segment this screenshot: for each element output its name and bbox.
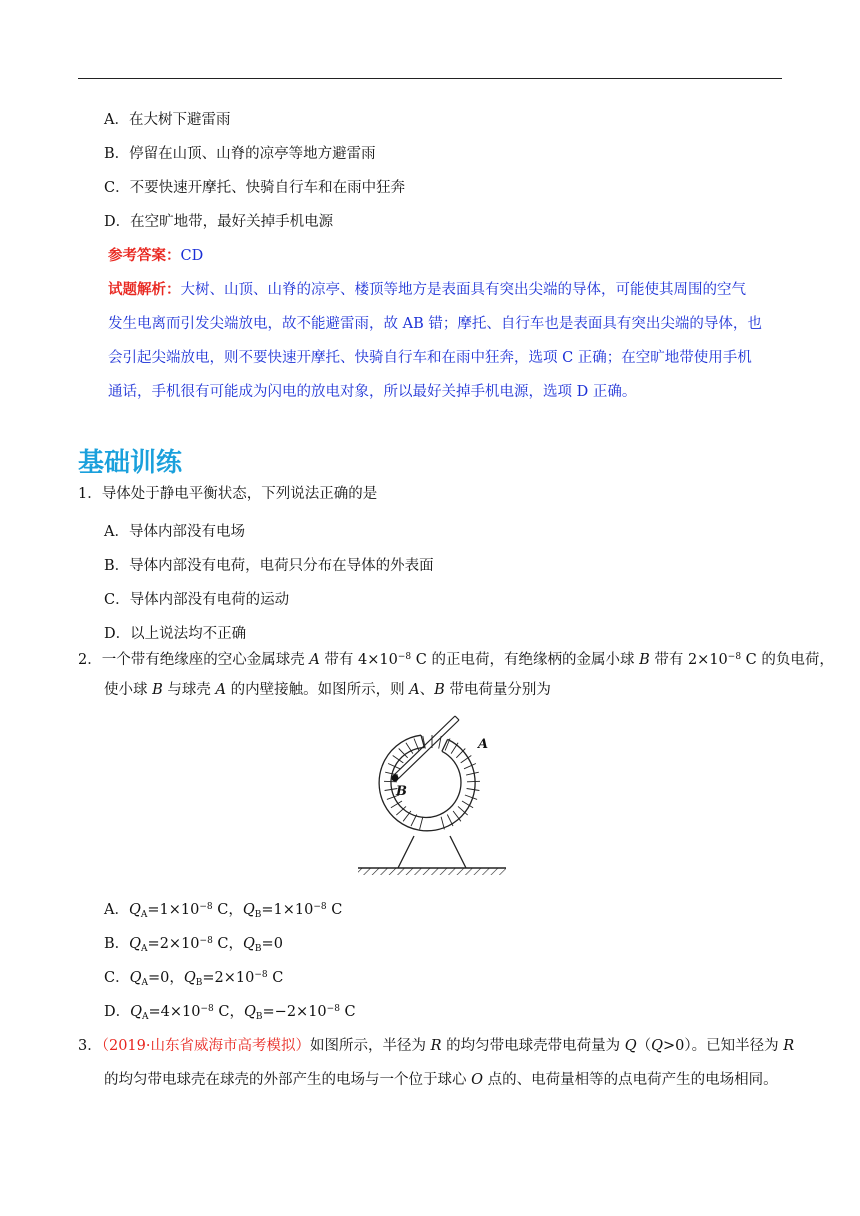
analysis-line-2: 发生电离而引发尖端放电，故不能避雷雨，故 AB 错；摩托、自行车也是表面具有突出尖端的导体，也 — [108, 316, 762, 332]
q2-stem-line-2: 使小球 B 与球壳 A 的内壁接触。如图所示，则 A、B 带电荷量分别为 — [104, 682, 551, 698]
answer-value: CD — [180, 248, 204, 264]
prev-option-c: C．不要快速开摩托、快骑自行车和在雨中狂奔 — [104, 180, 406, 196]
q3-line-2: 的均匀带电球壳在球壳的外部产生的电场与一个位于球心 O 点的、电荷量相等的点电荷产生的电场相同。 — [104, 1072, 778, 1088]
answer-line — [108, 246, 203, 266]
metal-shell — [379, 735, 480, 831]
section-title: 基础训练 — [78, 448, 183, 478]
label-b: B — [396, 784, 407, 799]
q1-option-a: A．导体内部没有电场 — [104, 524, 245, 540]
insulated-handle — [394, 716, 459, 779]
prev-option-b: B．停留在山顶、山脊的凉亭等地方避雷雨 — [104, 146, 376, 162]
q3-line-1: 3．（2019·山东省威海市高考模拟）如图所示，半径为 R 的均匀带电球壳带电荷量为 Q（Q>0）。已知半径为 R — [78, 1038, 795, 1054]
q1-option-d: D．以上说法均不正确 — [104, 626, 247, 642]
stand-leg-left — [398, 836, 414, 868]
analysis-line-4: 通话，手机很有可能成为闪电的放电对象，所以最好关掉手机电源，选项 D 正确。 — [108, 384, 637, 400]
shell-hatch-tick — [467, 781, 480, 782]
q2-option-a: A．$Q_A=1\times 10^{-8}$ C，$Q_B=1\times 10^{-8}$ C — [104, 902, 343, 920]
shell-hatch-tick — [464, 764, 476, 769]
shell-hatch-tick — [456, 749, 465, 758]
shell-hatch-tick — [465, 795, 477, 799]
analysis-line-1: 试题解析：大树、山顶、山脊的凉亭、楼顶等地方是表面具有突出尖端的导体，可能使其周围的空气 — [108, 281, 746, 298]
q2-stem-line-1: 2．一个带有绝缘座的空心金属球壳 A 带有 $4\times 10^{-8}$ C 的正电荷，有绝缘柄的金属小球 B 带有 $2\times 10^{-8}$ C 的负电荷， — [78, 652, 834, 668]
shell-figure — [352, 708, 512, 880]
q1-option-b: B．导体内部没有电荷，电荷只分布在导体的外表面 — [104, 558, 434, 574]
header-rule — [78, 78, 782, 79]
label-a: A — [478, 737, 489, 752]
stand-leg-right — [450, 836, 466, 868]
q2-option-b: B．$Q_A=2\times 10^{-8}$ C，$Q_B=0$ — [104, 936, 283, 954]
shell-hatch-tick — [420, 817, 423, 830]
q1-option-c: C．导体内部没有电荷的运动 — [104, 592, 290, 608]
analysis-label: 试题解析： — [108, 281, 181, 298]
shell-hatch-tick — [411, 815, 417, 827]
q2-option-d: D．$Q_A=4\times 10^{-8}$ C，$Q_B=-2\times 10^{-8}$ C — [104, 1004, 356, 1022]
q3-source: （2019·山东省威海市高考模拟） — [101, 1038, 310, 1054]
shell-hatch-tick — [466, 772, 479, 775]
ground-hatch — [358, 868, 506, 875]
q1-stem: 1．导体处于静电平衡状态，下列说法正确的是 — [78, 486, 378, 502]
shell-hatch-tick — [467, 789, 480, 791]
answer-label: 参考答案： — [108, 247, 181, 264]
shell-hatch-tick — [451, 743, 458, 754]
q2-option-c: C．$Q_A=0$，$Q_B=2\times 10^{-8}$ C — [104, 970, 284, 988]
prev-option-d: D．在空旷地带，最好关掉手机电源 — [104, 214, 334, 230]
prev-option-a: A．在大树下避雷雨 — [104, 112, 231, 128]
ball-b — [392, 775, 399, 782]
analysis-line-3: 会引起尖端放电，则不要快速开摩托、快骑自行车和在雨中狂奔，选项 C 正确；在空旷地带使用手机 — [108, 350, 752, 366]
